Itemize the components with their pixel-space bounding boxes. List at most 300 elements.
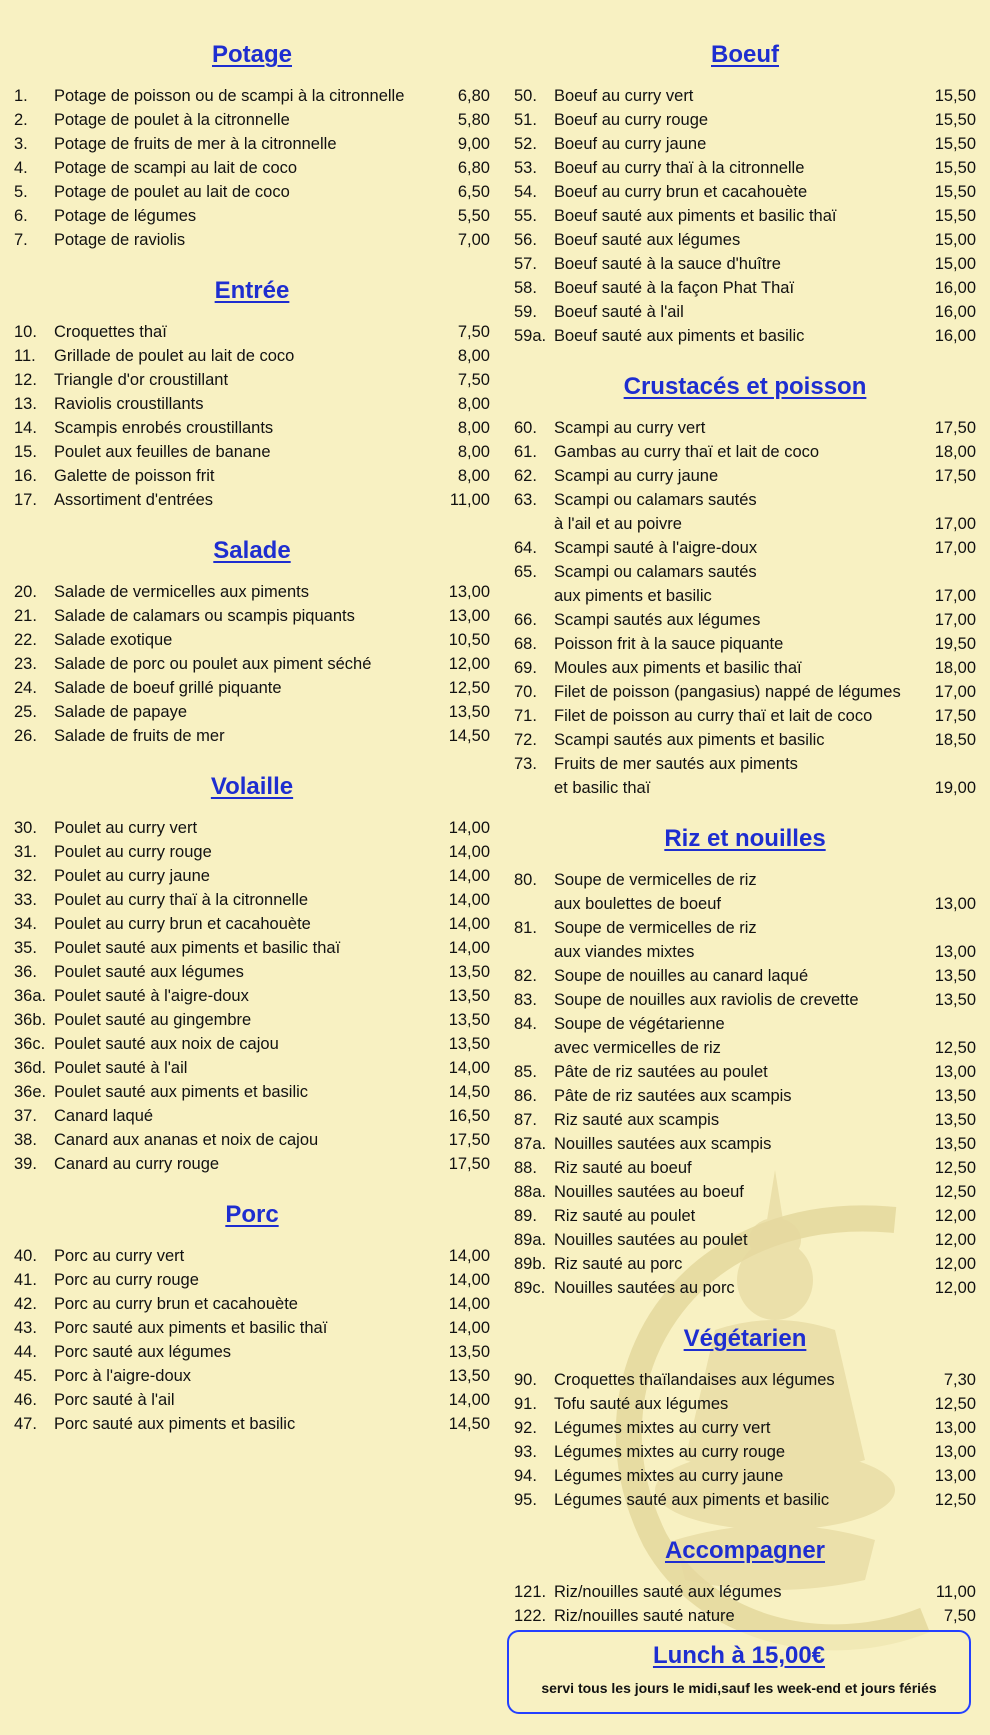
item-price: 12,00 xyxy=(934,1279,976,1297)
item-name: Riz sauté au boeuf xyxy=(554,1159,692,1177)
item-name: Boeuf sauté à la sauce d'huître xyxy=(554,255,781,273)
item-name: Tofu sauté aux légumes xyxy=(554,1395,729,1413)
item-number: 68. xyxy=(514,635,537,653)
item-price: 8,00 xyxy=(457,467,490,485)
item-price: 17,00 xyxy=(934,539,976,557)
lunch-title: Lunch à 15,00€ xyxy=(652,1642,826,1669)
item-price: 13,50 xyxy=(934,991,976,1009)
section-title: Riz et nouilles xyxy=(664,825,826,852)
item-price: 7,00 xyxy=(457,231,490,249)
item-number: 89. xyxy=(514,1207,537,1225)
item-price: 7,30 xyxy=(943,1371,976,1389)
item-name: aux piments et basilic xyxy=(554,587,712,605)
menu-item xyxy=(14,1244,490,1268)
item-name: aux boulettes de boeuf xyxy=(554,895,721,913)
menu-item xyxy=(514,1416,976,1440)
item-price: 13,50 xyxy=(448,1343,490,1361)
item-name: Potage de poisson ou de scampi à la citronnelle xyxy=(54,87,405,105)
menu-item xyxy=(514,1368,976,1392)
item-name: à l'ail et au poivre xyxy=(554,515,682,533)
item-number: 93. xyxy=(514,1443,537,1461)
item-number: 94. xyxy=(514,1467,537,1485)
item-name: Porc sauté aux piments et basilic thaï xyxy=(54,1319,328,1337)
item-name: Poulet sauté à l'aigre-doux xyxy=(54,987,249,1005)
menu-item xyxy=(514,1488,976,1512)
item-name: Soupe de nouilles aux raviolis de crevette xyxy=(554,991,859,1009)
item-price: 13,50 xyxy=(934,1087,976,1105)
item-name: Poulet sauté aux noix de cajou xyxy=(54,1035,279,1053)
item-number xyxy=(514,892,554,916)
item-price: 15,50 xyxy=(934,87,976,105)
item-price: 8,00 xyxy=(457,347,490,365)
item-price: 8,00 xyxy=(457,419,490,437)
item-price: 14,00 xyxy=(448,1319,490,1337)
menu-item xyxy=(14,1340,490,1364)
item-price: 17,00 xyxy=(934,611,976,629)
item-name: Potage de poulet à la citronnelle xyxy=(54,111,290,129)
item-number: 41. xyxy=(14,1271,37,1289)
item-number: 15. xyxy=(14,443,37,461)
item-name: Nouilles sautées au boeuf xyxy=(554,1183,744,1201)
item-number: 90. xyxy=(514,1371,537,1389)
item-price: 13,00 xyxy=(934,1443,976,1461)
item-name: Moules aux piments et basilic thaï xyxy=(554,659,802,677)
item-number: 95. xyxy=(514,1491,537,1509)
item-price: 12,50 xyxy=(448,679,490,697)
item-price: 11,00 xyxy=(449,491,490,509)
item-name: Boeuf sauté à la façon Phat Thaï xyxy=(554,279,795,297)
item-number: 50. xyxy=(514,87,537,105)
menu-item xyxy=(14,700,490,724)
item-number: 2. xyxy=(14,111,28,129)
menu-item xyxy=(14,180,490,204)
menu-item xyxy=(14,488,490,512)
item-price: 12,00 xyxy=(934,1231,976,1249)
menu-section xyxy=(514,40,976,348)
item-price: 12,50 xyxy=(934,1491,976,1509)
item-name: Poulet sauté à l'ail xyxy=(54,1059,188,1077)
lunch-box xyxy=(507,1630,971,1714)
menu-item xyxy=(514,988,976,1012)
menu-item xyxy=(514,1084,976,1108)
menu-item xyxy=(514,964,976,988)
menu-item xyxy=(514,204,976,228)
item-name: Riz/nouilles sauté aux légumes xyxy=(554,1583,782,1601)
menu-item xyxy=(514,464,976,488)
item-number: 92. xyxy=(514,1419,537,1437)
item-name: Riz sauté au porc xyxy=(554,1255,683,1273)
item-number xyxy=(514,584,554,608)
lunch-note: servi tous les jours le midi,sauf les week-end et jours fériés xyxy=(541,1680,937,1696)
menu-item xyxy=(14,1268,490,1292)
item-price: 14,00 xyxy=(448,1247,490,1265)
item-name: Légumes mixtes au curry rouge xyxy=(554,1443,786,1461)
item-number: 25. xyxy=(14,703,37,721)
menu-item xyxy=(14,1032,490,1056)
item-name: Poulet au curry jaune xyxy=(54,867,210,885)
menu-item xyxy=(514,276,976,300)
item-price: 13,50 xyxy=(448,987,490,1005)
item-price: 14,00 xyxy=(448,843,490,861)
item-name: Boeuf au curry thaï à la citronnelle xyxy=(554,159,805,177)
item-name: Nouilles sautées au poulet xyxy=(554,1231,748,1249)
menu-item xyxy=(14,984,490,1008)
item-number: 22. xyxy=(14,631,37,649)
menu-item xyxy=(14,652,490,676)
item-name: Filet de poisson (pangasius) nappé de légumes xyxy=(554,683,901,701)
menu-item xyxy=(514,776,976,800)
item-number: 20. xyxy=(14,583,37,601)
item-price xyxy=(924,560,976,584)
menu-item xyxy=(14,816,490,840)
item-name: Légumes sauté aux piments et basilic xyxy=(554,1491,830,1509)
menu-item xyxy=(514,1180,976,1204)
item-number: 54. xyxy=(514,183,537,201)
item-name: Potage de scampi au lait de coco xyxy=(54,159,298,177)
item-price: 12,50 xyxy=(934,1395,976,1413)
item-price: 14,00 xyxy=(448,1391,490,1409)
menu-item xyxy=(514,300,976,324)
item-number: 59. xyxy=(514,303,537,321)
item-price: 15,50 xyxy=(934,135,976,153)
item-name: Riz/nouilles sauté nature xyxy=(554,1607,735,1625)
item-number: 38. xyxy=(14,1131,37,1149)
item-name: Scampi ou calamars sautés xyxy=(554,563,757,581)
item-price: 15,50 xyxy=(934,207,976,225)
item-name: Porc au curry rouge xyxy=(54,1271,199,1289)
item-price: 16,00 xyxy=(934,303,976,321)
item-number: 36b. xyxy=(14,1011,47,1029)
menu-item xyxy=(514,1012,976,1036)
item-price: 14,00 xyxy=(448,939,490,957)
menu-item xyxy=(514,488,976,512)
item-name: Fruits de mer sautés aux piments xyxy=(554,755,798,773)
item-price: 17,00 xyxy=(934,587,976,605)
item-number: 37. xyxy=(14,1107,37,1125)
item-price: 17,50 xyxy=(934,467,976,485)
menu-item xyxy=(14,1080,490,1104)
item-price: 13,50 xyxy=(934,1111,976,1129)
menu-item xyxy=(514,560,976,584)
item-number: 42. xyxy=(14,1295,37,1313)
item-price: 13,00 xyxy=(934,895,976,913)
item-price: 14,50 xyxy=(448,1083,490,1101)
item-number: 43. xyxy=(14,1319,37,1337)
item-number: 24. xyxy=(14,679,37,697)
item-price: 13,00 xyxy=(934,943,976,961)
item-number: 70. xyxy=(514,683,537,701)
item-name: Salade de fruits de mer xyxy=(54,727,225,745)
menu-item xyxy=(514,180,976,204)
item-name: Poulet aux feuilles de banane xyxy=(54,443,271,461)
item-price: 13,50 xyxy=(448,1011,490,1029)
item-price: 8,00 xyxy=(457,443,490,461)
item-name: Boeuf au curry vert xyxy=(554,87,694,105)
menu-item xyxy=(514,1392,976,1416)
item-price: 14,50 xyxy=(448,1415,490,1433)
item-number: 44. xyxy=(14,1343,37,1361)
item-price: 14,00 xyxy=(448,1271,490,1289)
menu-item xyxy=(14,1292,490,1316)
menu-item xyxy=(514,1108,976,1132)
menu-item xyxy=(514,680,976,704)
menu-item xyxy=(514,632,976,656)
item-number: 6. xyxy=(14,207,28,225)
item-name: Poulet sauté aux piments et basilic xyxy=(54,1083,309,1101)
item-name: Grillade de poulet au lait de coco xyxy=(54,347,295,365)
menu-item xyxy=(14,320,490,344)
menu-item xyxy=(514,940,976,964)
item-name: Porc au curry brun et cacahouète xyxy=(54,1295,298,1313)
menu-item xyxy=(514,132,976,156)
menu-item xyxy=(514,892,976,916)
item-name: Scampi au curry jaune xyxy=(554,467,719,485)
item-number: 86. xyxy=(514,1087,537,1105)
item-price: 17,00 xyxy=(934,515,976,533)
item-name: Porc à l'aigre-doux xyxy=(54,1367,192,1385)
section-title: Volaille xyxy=(210,773,294,800)
item-number xyxy=(514,1036,554,1060)
menu-item xyxy=(514,1580,976,1604)
menu-item xyxy=(514,728,976,752)
menu-item xyxy=(514,108,976,132)
item-price: 15,50 xyxy=(934,111,976,129)
item-price: 15,50 xyxy=(934,183,976,201)
menu-item xyxy=(14,1056,490,1080)
item-name: Boeuf sauté aux piments et basilic thaï xyxy=(554,207,837,225)
item-number: 52. xyxy=(514,135,537,153)
item-number: 71. xyxy=(514,707,537,725)
section-title: Entrée xyxy=(214,277,290,304)
item-name: Canard aux ananas et noix de cajou xyxy=(54,1131,319,1149)
item-number: 63. xyxy=(514,491,537,509)
menu-item xyxy=(14,1316,490,1340)
item-number: 80. xyxy=(514,871,537,889)
item-number xyxy=(514,940,554,964)
item-name: Potage de fruits de mer à la citronnelle xyxy=(54,135,337,153)
item-price: 11,00 xyxy=(935,1583,976,1601)
section-title: Crustacés et poisson xyxy=(623,373,867,400)
item-name: Raviolis croustillants xyxy=(54,395,204,413)
item-price: 13,50 xyxy=(448,1035,490,1053)
item-name: Assortiment d'entrées xyxy=(54,491,214,509)
item-number: 88. xyxy=(514,1159,537,1177)
menu-item xyxy=(14,204,490,228)
item-name: Poulet sauté au gingembre xyxy=(54,1011,252,1029)
menu-section xyxy=(514,372,976,800)
menu-section xyxy=(14,1200,490,1436)
item-price: 15,00 xyxy=(934,231,976,249)
item-number: 3. xyxy=(14,135,28,153)
menu-item xyxy=(14,344,490,368)
menu-section xyxy=(514,1324,976,1512)
item-number: 62. xyxy=(514,467,537,485)
item-price: 16,00 xyxy=(934,327,976,345)
item-number: 81. xyxy=(514,919,537,937)
item-price: 17,50 xyxy=(448,1155,490,1173)
item-number: 72. xyxy=(514,731,537,749)
item-price: 13,50 xyxy=(934,1135,976,1153)
item-number: 17. xyxy=(14,491,37,509)
menu-item xyxy=(14,392,490,416)
item-number: 11. xyxy=(14,347,36,365)
menu-item xyxy=(14,888,490,912)
menu-item xyxy=(514,1276,976,1300)
item-price xyxy=(924,1012,976,1036)
item-number: 35. xyxy=(14,939,37,957)
menu-item xyxy=(514,536,976,560)
item-name: Filet de poisson au curry thaï et lait de coco xyxy=(554,707,873,725)
item-price: 12,00 xyxy=(448,655,490,673)
menu-item xyxy=(14,628,490,652)
item-number: 13. xyxy=(14,395,37,413)
item-price: 14,00 xyxy=(448,867,490,885)
item-number: 61. xyxy=(514,443,537,461)
item-price: 17,50 xyxy=(448,1131,490,1149)
item-name: Scampi ou calamars sautés xyxy=(554,491,757,509)
item-price: 7,50 xyxy=(457,371,490,389)
menu-item xyxy=(514,1060,976,1084)
menu-item xyxy=(514,1440,976,1464)
item-price xyxy=(924,752,976,776)
item-price: 16,00 xyxy=(934,279,976,297)
item-price: 14,00 xyxy=(448,1295,490,1313)
item-number: 57. xyxy=(514,255,537,273)
menu-item xyxy=(14,936,490,960)
item-price: 13,00 xyxy=(934,1419,976,1437)
item-name: Potage de poulet au lait de coco xyxy=(54,183,290,201)
item-number xyxy=(514,512,554,536)
item-name: Potage de légumes xyxy=(54,207,197,225)
item-number: 89a. xyxy=(514,1231,547,1249)
item-price: 12,50 xyxy=(934,1039,976,1057)
item-number: 88a. xyxy=(514,1183,547,1201)
item-price: 6,80 xyxy=(457,87,490,105)
menu-item xyxy=(514,1132,976,1156)
item-number: 91. xyxy=(514,1395,537,1413)
item-name: Boeuf sauté aux piments et basilic xyxy=(554,327,805,345)
item-price: 7,50 xyxy=(943,1607,976,1625)
item-number: 121. xyxy=(514,1583,547,1601)
item-name: Poulet au curry vert xyxy=(54,819,198,837)
menu-item xyxy=(14,156,490,180)
item-price: 14,50 xyxy=(448,727,490,745)
item-name: Salade de boeuf grillé piquante xyxy=(54,679,282,697)
item-price: 17,00 xyxy=(934,683,976,701)
menu-item xyxy=(14,464,490,488)
item-name: Canard laqué xyxy=(54,1107,154,1125)
menu-item xyxy=(514,656,976,680)
menu-item xyxy=(14,108,490,132)
item-number: 39. xyxy=(14,1155,37,1173)
right-column xyxy=(514,40,976,1652)
menu-item xyxy=(14,912,490,936)
menu-item xyxy=(514,916,976,940)
menu-item xyxy=(14,1104,490,1128)
menu-item xyxy=(514,156,976,180)
left-column xyxy=(14,40,490,1460)
item-price: 12,00 xyxy=(934,1207,976,1225)
item-price: 15,00 xyxy=(934,255,976,273)
menu-item xyxy=(514,84,976,108)
item-name: aux viandes mixtes xyxy=(554,943,695,961)
menu-section xyxy=(14,276,490,512)
item-number: 36d. xyxy=(14,1059,47,1077)
item-number: 16. xyxy=(14,467,37,485)
item-name: Triangle d'or croustillant xyxy=(54,371,229,389)
menu-item xyxy=(14,1128,490,1152)
item-number xyxy=(514,776,554,800)
item-name: Poulet au curry brun et cacahouète xyxy=(54,915,311,933)
item-name: Soupe de vermicelles de riz xyxy=(554,871,757,889)
menu-item xyxy=(514,1204,976,1228)
item-price: 19,50 xyxy=(934,635,976,653)
menu-item xyxy=(14,368,490,392)
menu-item xyxy=(514,252,976,276)
item-name: Porc sauté aux légumes xyxy=(54,1343,232,1361)
item-number: 89c. xyxy=(514,1279,546,1297)
item-name: et basilic thaï xyxy=(554,779,651,797)
menu-item xyxy=(14,1388,490,1412)
menu-item xyxy=(14,84,490,108)
item-name: Salade de papaye xyxy=(54,703,188,721)
item-number: 36. xyxy=(14,963,37,981)
item-number: 59a. xyxy=(514,327,547,345)
item-name: Nouilles sautées aux scampis xyxy=(554,1135,772,1153)
item-name: Scampis enrobés croustillants xyxy=(54,419,274,437)
item-number: 58. xyxy=(514,279,537,297)
menu-item xyxy=(514,440,976,464)
menu-section xyxy=(14,772,490,1176)
item-price xyxy=(924,488,976,512)
item-name: Pâte de riz sautées aux scampis xyxy=(554,1087,792,1105)
menu-item xyxy=(514,324,976,348)
item-price: 19,00 xyxy=(934,779,976,797)
menu-item xyxy=(14,228,490,252)
item-price: 10,50 xyxy=(448,631,490,649)
item-number: 83. xyxy=(514,991,537,1009)
item-name: Légumes mixtes au curry vert xyxy=(554,1419,771,1437)
item-price: 8,00 xyxy=(457,395,490,413)
section-title: Accompagner xyxy=(664,1537,826,1564)
menu-item xyxy=(14,1008,490,1032)
menu-item xyxy=(14,724,490,748)
item-price: 14,00 xyxy=(448,915,490,933)
section-title: Boeuf xyxy=(711,41,779,68)
item-name: Boeuf au curry rouge xyxy=(554,111,709,129)
item-number: 46. xyxy=(14,1391,37,1409)
item-number: 40. xyxy=(14,1247,37,1265)
item-name: Soupe de végétarienne xyxy=(554,1015,725,1033)
item-price: 18,00 xyxy=(934,443,976,461)
menu-section xyxy=(14,40,490,252)
item-name: Galette de poisson frit xyxy=(54,467,215,485)
item-number: 36c. xyxy=(14,1035,46,1053)
item-name: Boeuf sauté aux légumes xyxy=(554,231,741,249)
item-price: 9,00 xyxy=(457,135,490,153)
item-name: Pâte de riz sautées au poulet xyxy=(554,1063,768,1081)
menu-item xyxy=(514,416,976,440)
item-number: 89b. xyxy=(514,1255,547,1273)
item-price: 12,50 xyxy=(934,1183,976,1201)
item-name: Boeuf au curry jaune xyxy=(554,135,707,153)
item-name: Poulet au curry thaï à la citronnelle xyxy=(54,891,309,909)
item-number: 14. xyxy=(14,419,37,437)
item-number: 47. xyxy=(14,1415,37,1433)
section-title: Salade xyxy=(213,537,291,564)
menu-item xyxy=(14,960,490,984)
item-number: 12. xyxy=(14,371,37,389)
